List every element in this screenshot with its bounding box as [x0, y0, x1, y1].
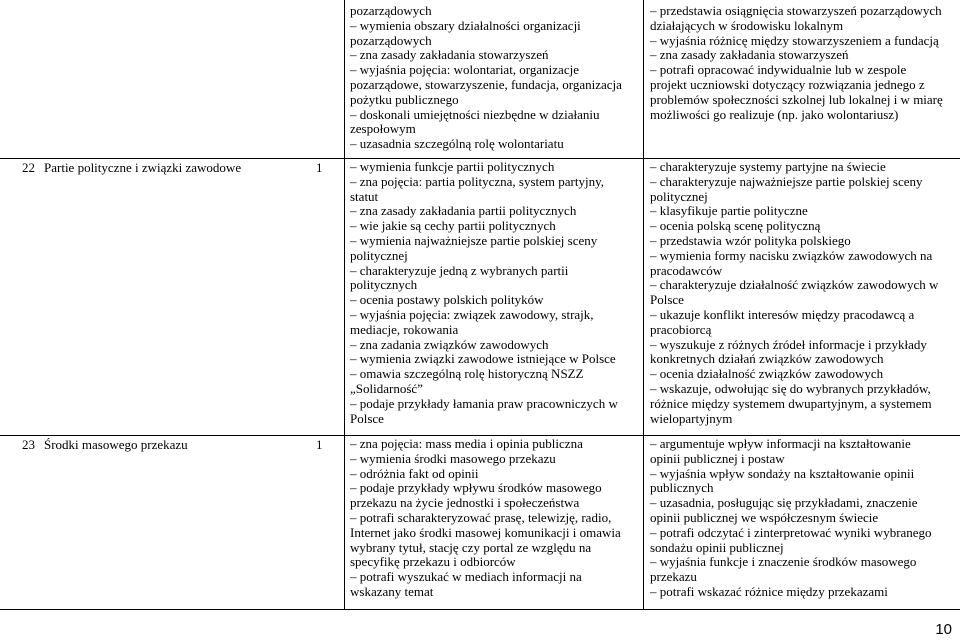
requirement-line: – charakteryzuje najważniejsze partie polskiej sceny [650, 173, 923, 189]
requirement-line: – przedstawia wzór polityka polskiego [650, 232, 851, 248]
requirement-line: problemów społeczności szkolnej lub lokalnej i w miarę [650, 91, 943, 107]
requirement-line: – wyszukuje z różnych źródeł informacje i przykłady [650, 336, 927, 352]
requirement-line: – klasyfikuje partie polityczne [650, 203, 808, 219]
row-continued-advanced-requirements [650, 4, 955, 122]
requirement-line: statut [350, 188, 379, 204]
requirement-line: – wymienia najważniejsze partie polskiej sceny [350, 232, 598, 248]
requirement-line: – zna zasady zakładania partii politycznych [350, 203, 577, 219]
requirement-line: wielopartyjnym [650, 410, 733, 426]
requirement-line: – wymienia związki zawodowe istniejące w Polsce [350, 351, 616, 367]
requirement-line: – potrafi odczytać i zinterpretować wyniki wybranego [650, 524, 932, 540]
requirement-line: wskazany temat [350, 583, 434, 599]
requirement-line: przekazu na życie jednostki i społeczeństwa [350, 495, 580, 511]
requirement-line: – wyjaśnia pojęcia: związek zawodowy, strajk, [350, 306, 594, 322]
requirement-line: – przedstawia osiągnięcia stowarzyszeń pozarządowych [650, 3, 942, 18]
requirement-line: możliwości go realizuje (np. jako wolontariusz) [650, 106, 899, 122]
requirement-line: – omawia szczególną rolę historyczną NSZZ [350, 366, 584, 382]
requirement-line: „Solidarność” [350, 380, 423, 396]
requirement-line: – potrafi opracować indywidualnie lub w zespole [650, 62, 907, 78]
requirement-line: – wymienia formy nacisku związków zawodowych na [650, 247, 933, 263]
row-22-advanced-requirements [650, 160, 955, 426]
requirement-line: opinii publicznej i postaw [650, 450, 785, 466]
requirement-line: – argumentuje wpływ informacji na kształtowanie [650, 436, 911, 451]
requirement-line: – wskazuje, odwołując się do wybranych przykładów, [650, 380, 931, 396]
row-22-basic-requirements [350, 160, 638, 426]
requirement-line: projekt uczniowski dotyczący rozwiązania jednego z [650, 76, 925, 92]
requirement-line: przekazu [650, 569, 697, 585]
requirement-line: – zna zasady zakładania stowarzyszeń [650, 47, 849, 63]
row-23-advanced-requirements [650, 437, 955, 600]
requirement-line: – wyjaśnia funkcje i znaczenie środków masowego [650, 554, 917, 570]
requirement-line: – podaje przykłady łamania praw pracowniczych w [350, 395, 618, 411]
requirement-line: – uzasadnia szczególną rolę wolontariatu [350, 136, 564, 152]
requirement-line: publicznych [650, 480, 714, 496]
requirement-line: – wymienia środki masowego przekazu [350, 450, 556, 466]
requirement-line: Internet jako środki masowej komunikacji i omawia [350, 524, 621, 540]
requirement-line: politycznej [650, 188, 708, 204]
requirement-line: Polsce [650, 292, 684, 308]
requirement-line: – podaje przykłady wpływu środków masowego [350, 480, 602, 496]
row-23-number: 23 [22, 437, 35, 452]
row-continued-basic-requirements [350, 4, 638, 152]
requirement-line: mediacje, rokowania [350, 321, 459, 337]
requirement-line: – wie jakie są cechy partii politycznych [350, 218, 556, 234]
requirement-line: różnice między systemem dwupartyjnym, a systemem [650, 395, 932, 411]
requirement-line: – charakteryzuje działalność związków zawodowych w [650, 277, 939, 293]
requirement-line: – wyjaśnia pojęcia: wolontariat, organizacje [350, 62, 579, 78]
requirement-line: – wymienia funkcje partii politycznych [350, 159, 555, 174]
requirement-line: konkretnych działań związków zawodowych [650, 351, 884, 367]
requirement-line: zespołowym [350, 121, 416, 137]
requirement-line: – zna pojęcia: mass media i opinia publiczna [350, 436, 583, 451]
requirement-line: – zna zasady zakładania stowarzyszeń [350, 47, 549, 63]
requirement-line: – wyjaśnia różnicę między stowarzyszeniem a fundacją [650, 32, 939, 48]
requirement-line: działających w środowisku lokalnym [650, 17, 844, 33]
requirement-line: – ukazuje konflikt interesów między pracodawcą a [650, 306, 915, 322]
requirement-line: politycznych [350, 277, 418, 293]
requirement-line: sondażu opinii publicznej [650, 539, 784, 555]
requirement-line: opinii publicznej we współczesnym świecie [650, 509, 879, 525]
row-23-hours: 1 [316, 437, 323, 452]
requirement-line: – doskonali umiejętności niezbędne w działaniu [350, 106, 600, 122]
table-bottom-border [0, 609, 960, 610]
requirement-line: wybrany tytuł, stację czy portal ze względu na [350, 539, 592, 555]
requirement-line: pracobiorcą [650, 321, 712, 337]
row-23-basic-requirements [350, 437, 638, 600]
requirement-line: pozarządowe, stowarzyszenie, fundacja, organizacja [350, 76, 622, 92]
table-border-left-of-advanced [643, 0, 644, 610]
requirement-line: – charakteryzuje jedną z wybranych partii [350, 262, 569, 278]
requirement-line: – ocenia polską scenę polityczną [650, 218, 821, 234]
requirement-line: pozarządowych [350, 3, 432, 18]
requirement-line: – charakteryzuje systemy partyjne na świecie [650, 159, 886, 174]
requirement-line: pozarządowych [350, 32, 432, 48]
requirement-line: – wyjaśnia wpływ sondaży na kształtowanie opinii [650, 465, 915, 481]
table-border-left-of-basic [344, 0, 345, 610]
requirement-line: – wymienia obszary działalności organizacji [350, 17, 581, 33]
requirement-line: – zna zadania związków zawodowych [350, 336, 549, 352]
requirement-line: – zna pojęcia: partia polityczna, system partyjny, [350, 173, 605, 189]
row-22-number: 22 [22, 160, 35, 175]
requirement-line: – potrafi wskazać różnice między przekazami [650, 583, 888, 599]
requirement-line: politycznej [350, 247, 408, 263]
requirement-line: – odróżnia fakt od opinii [350, 465, 479, 481]
requirement-line: Polsce [350, 410, 384, 426]
requirement-line: – ocenia postawy polskich polityków [350, 292, 544, 308]
page-number: 10 [935, 621, 952, 638]
requirement-line: specyfikę przekazu i odbiorców [350, 554, 516, 570]
requirement-line: pożytku publicznego [350, 91, 459, 107]
requirement-line: – uzasadnia, posługując się przykładami, znaczenie [650, 495, 918, 511]
requirement-line: – ocenia działalność związków zawodowych [650, 366, 884, 382]
row-22-topic: Partie polityczne i związki zawodowe [44, 160, 242, 175]
requirement-line: pracodawców [650, 262, 723, 278]
requirement-line: – potrafi scharakteryzować prasę, telewizję, radio, [350, 509, 612, 525]
row-23-topic: Środki masowego przekazu [44, 437, 188, 452]
requirement-line: – potrafi wyszukać w mediach informacji na [350, 569, 582, 585]
row-22-hours: 1 [316, 160, 323, 175]
